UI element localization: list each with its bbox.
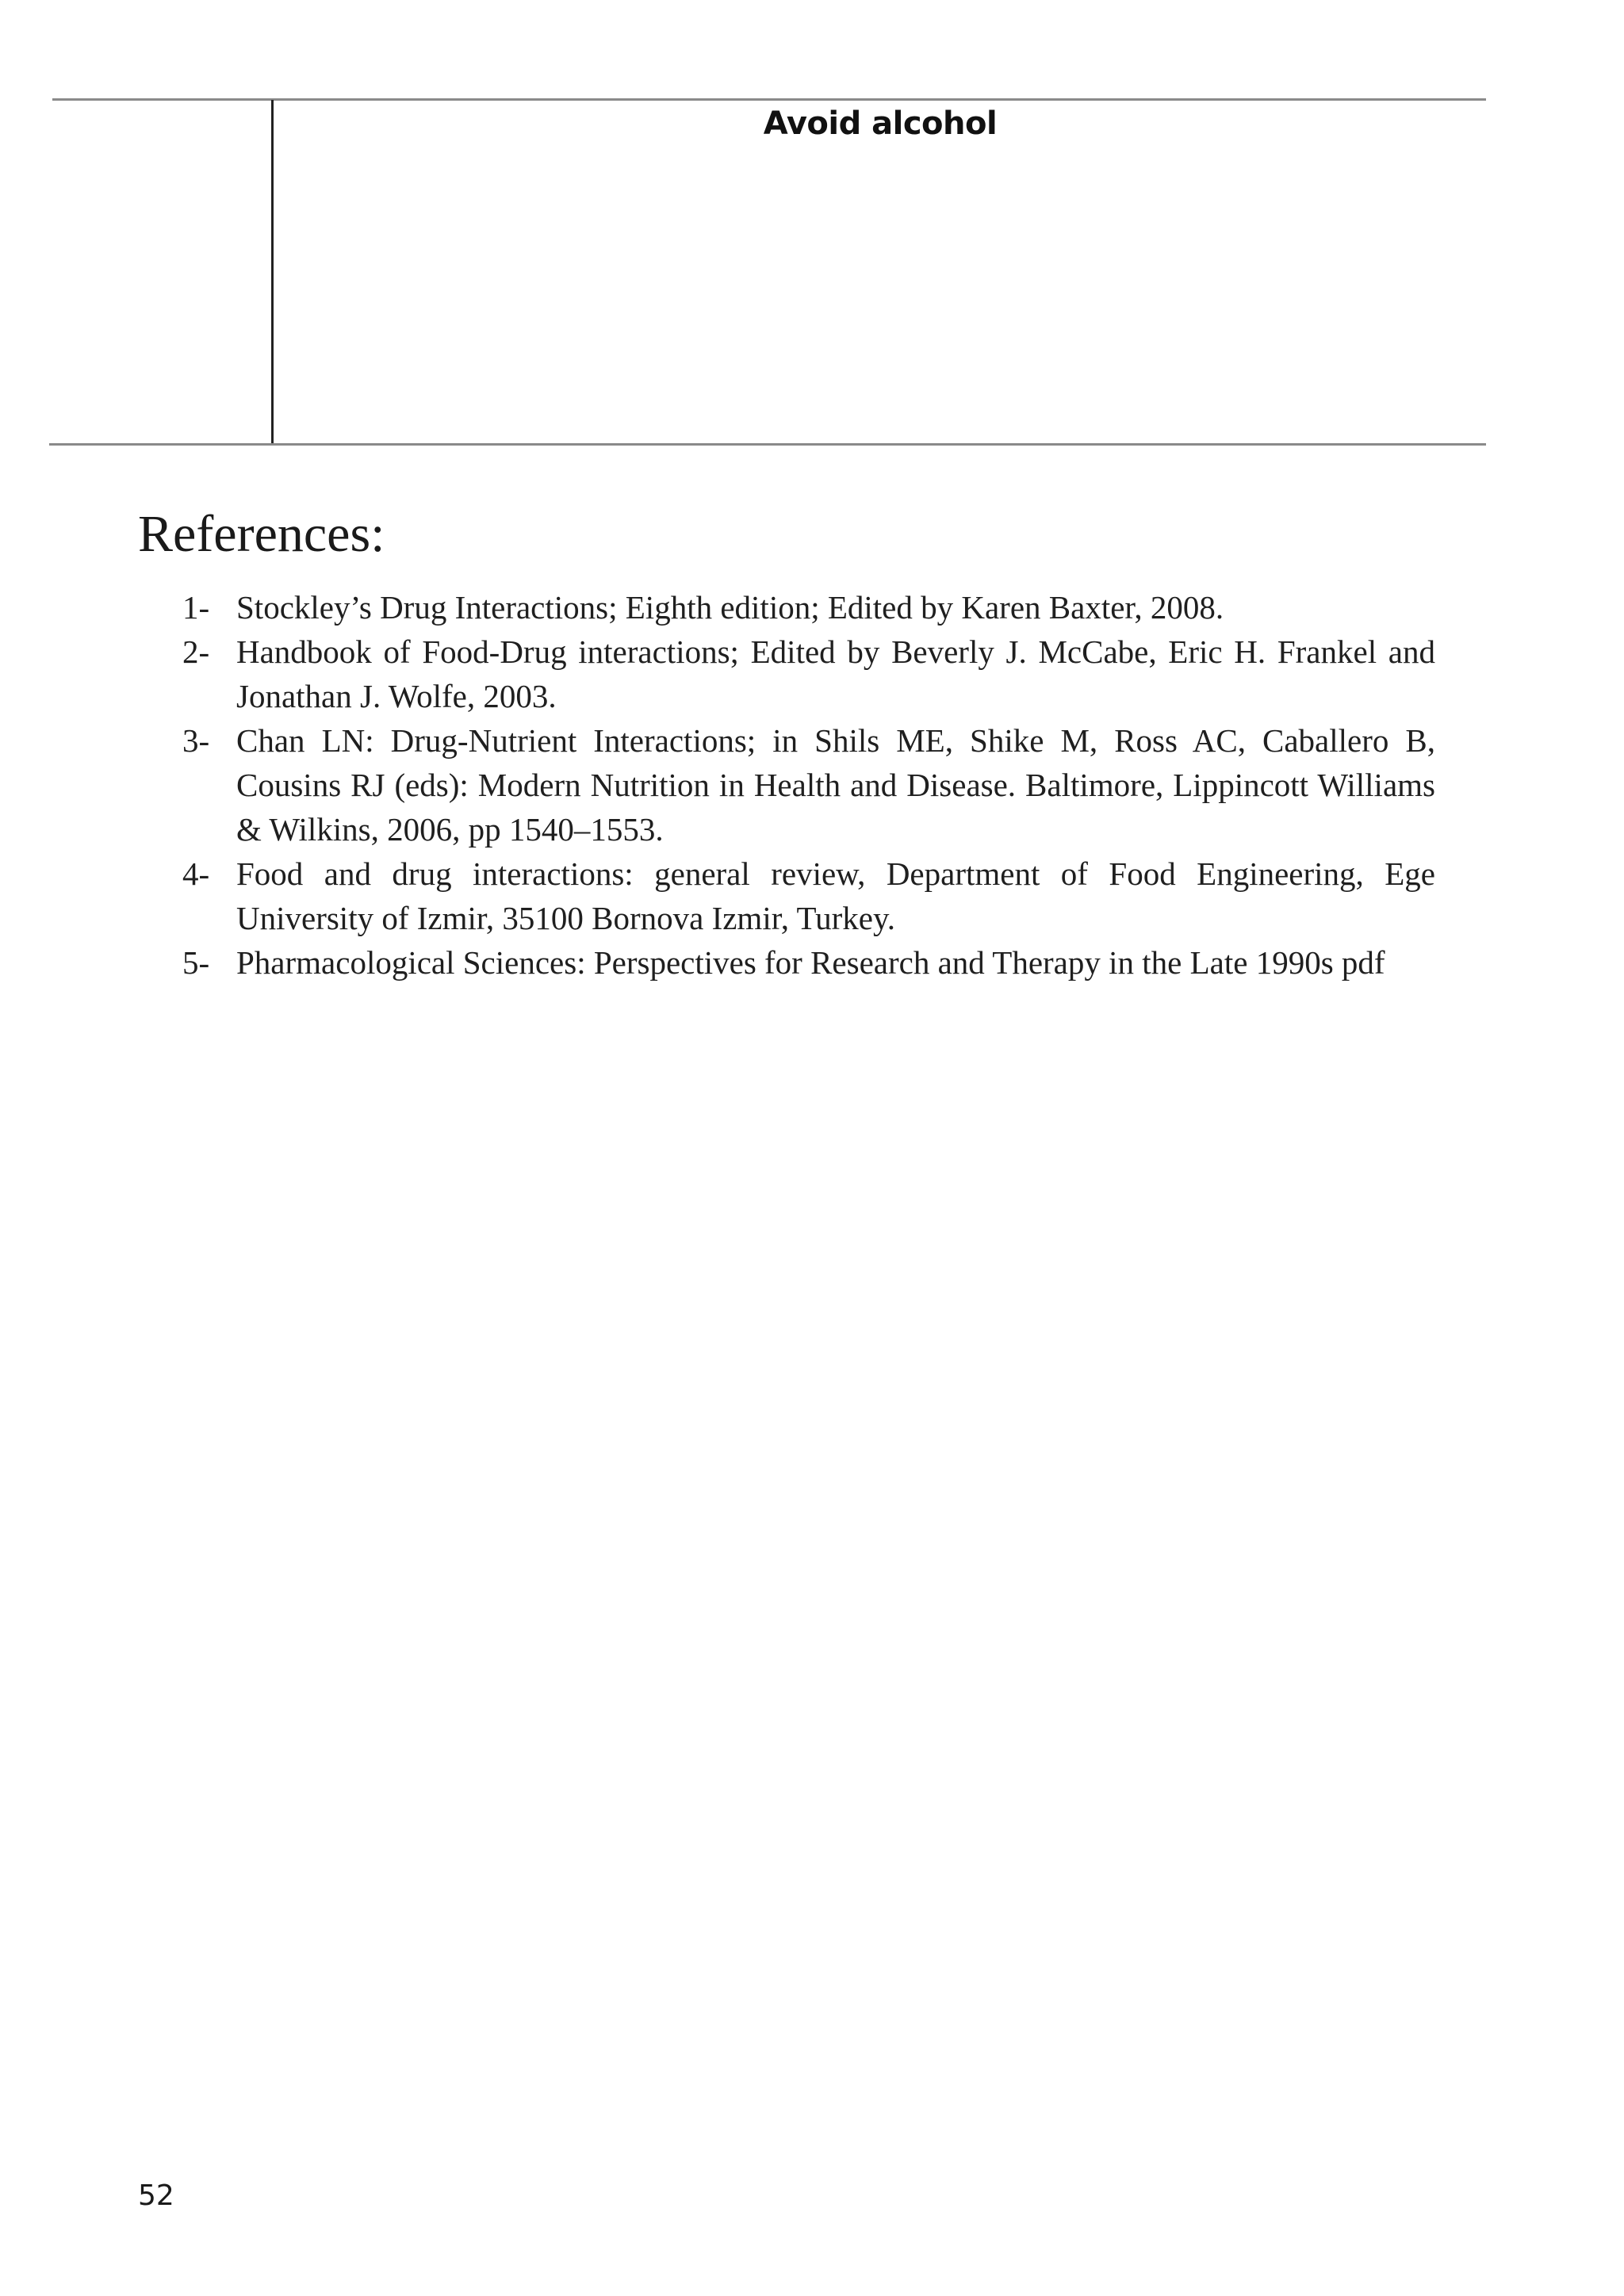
reference-item: [182, 940, 1435, 985]
reference-number: 3-: [182, 722, 210, 759]
reference-text: Handbook of Food-Drug interactions; Edited by Beverly J. McCabe, Eric H. Frankel and Jonathan J. Wolfe, 2003.: [236, 633, 1435, 714]
reference-item: [182, 718, 1435, 851]
table-bottom-border: [49, 443, 1486, 446]
reference-number: 1-: [182, 589, 210, 626]
reference-text: Stockley’s Drug Interactions; Eighth edition; Edited by Karen Baxter, 2008.: [236, 589, 1224, 626]
references-heading: References:: [138, 505, 385, 563]
table-top-border: [52, 98, 1486, 101]
page-number: 52: [138, 2179, 174, 2212]
table-column-divider: [271, 100, 274, 443]
reference-number: 2-: [182, 633, 210, 670]
reference-item: [182, 585, 1435, 629]
reference-text: Pharmacological Sciences: Perspectives for Research and Therapy in the Late 1990s pdf: [236, 944, 1385, 981]
reference-number: 4-: [182, 855, 210, 892]
reference-text: Food and drug interactions: general review, Department of Food Engineering, Ege University of Izmir, 35100 Bornova Izmir, Turkey.: [236, 855, 1435, 936]
table-cell-avoid-alcohol: Avoid alcohol: [763, 105, 998, 142]
reference-text: Chan LN: Drug-Nutrient Interactions; in Shils ME, Shike M, Ross AC, Caballero B, Cousins RJ (eds): Modern Nutrition in Health and Disease. Baltimore, Lippincott Williams & Wilkins, 2006, pp 1540–1553.: [236, 722, 1435, 848]
references-list: [182, 585, 1435, 985]
reference-item: [182, 851, 1435, 940]
reference-number: 5-: [182, 944, 210, 981]
reference-item: [182, 629, 1435, 718]
